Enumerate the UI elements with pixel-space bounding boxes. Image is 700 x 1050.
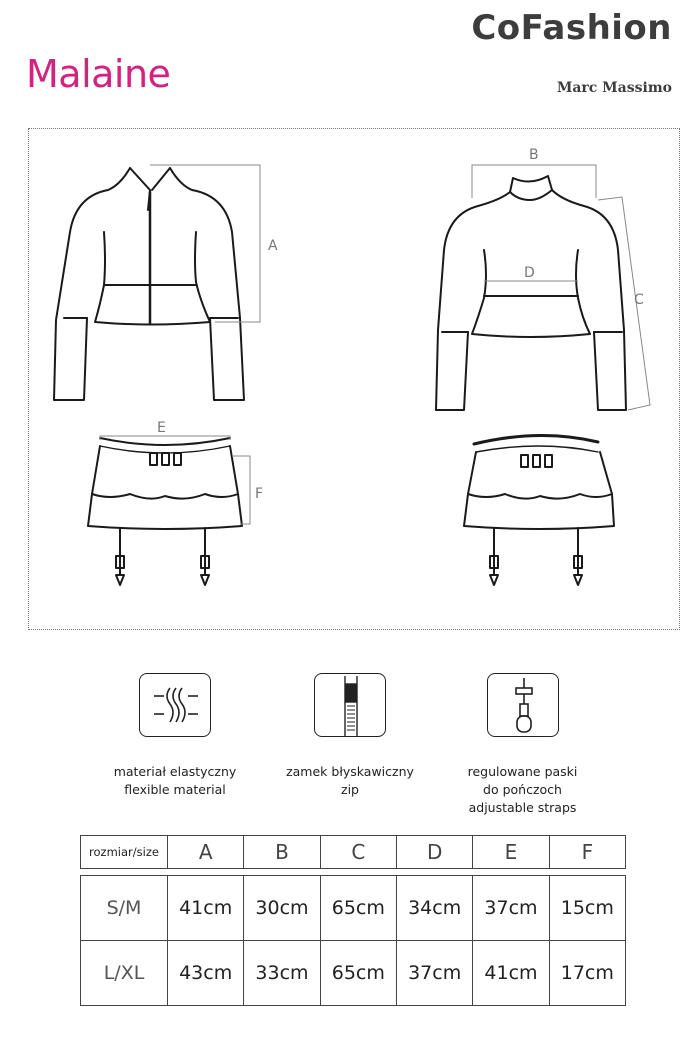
value-cell: 34cm bbox=[396, 876, 472, 941]
label-c: C bbox=[634, 292, 644, 308]
column-header: E bbox=[473, 836, 549, 869]
feature-zip bbox=[275, 673, 425, 799]
jacket-front-drawing bbox=[54, 168, 244, 400]
column-header: B bbox=[244, 836, 320, 869]
sub-brand: Marc Massimo bbox=[556, 80, 672, 96]
table-row bbox=[81, 941, 626, 1006]
value-cell: 30cm bbox=[244, 876, 320, 941]
jacket-back-drawing bbox=[436, 176, 626, 410]
value-cell: 41cm bbox=[168, 876, 244, 941]
feature-straps-label-pl-2: do pończoch bbox=[483, 782, 562, 797]
feature-zip-label-en: zip bbox=[341, 782, 359, 797]
feature-straps-label-pl-1: regulowane paski bbox=[467, 764, 578, 779]
value-cell: 33cm bbox=[244, 941, 320, 1006]
feature-straps bbox=[445, 673, 600, 817]
skirt-back-drawing bbox=[464, 435, 614, 585]
feature-elastic-label-en: flexible material bbox=[124, 782, 226, 797]
skirt-front-drawing bbox=[88, 438, 242, 585]
value-cell: 65cm bbox=[320, 941, 396, 1006]
adjustable-strap-icon bbox=[487, 673, 559, 737]
value-cell: 65cm bbox=[320, 876, 396, 941]
column-header: F bbox=[549, 836, 625, 869]
table-row bbox=[81, 876, 626, 941]
size-cell: S/M bbox=[81, 876, 168, 941]
value-cell: 15cm bbox=[549, 876, 625, 941]
label-f: F bbox=[255, 486, 264, 502]
column-header: C bbox=[320, 836, 396, 869]
size-cell: L/XL bbox=[81, 941, 168, 1006]
elastic-material-icon bbox=[139, 673, 211, 737]
measurement-guides bbox=[100, 165, 650, 524]
table-spacer bbox=[81, 869, 626, 876]
value-cell: 17cm bbox=[549, 941, 625, 1006]
label-e: E bbox=[157, 420, 166, 436]
value-cell: 43cm bbox=[168, 941, 244, 1006]
product-title: Malaine bbox=[26, 52, 171, 96]
zip-icon bbox=[314, 673, 386, 737]
size-header-label: rozmiar/size bbox=[81, 836, 168, 869]
value-cell: 41cm bbox=[473, 941, 549, 1006]
feature-straps-label-en: adjustable straps bbox=[468, 800, 577, 815]
size-table bbox=[80, 835, 626, 1006]
feature-elastic bbox=[100, 673, 250, 799]
size-table-header bbox=[81, 836, 626, 869]
label-a: A bbox=[268, 238, 278, 254]
feature-zip-label-pl: zamek błyskawiczny bbox=[286, 764, 414, 779]
brand-logo: CoFashion bbox=[471, 8, 672, 48]
value-cell: 37cm bbox=[396, 941, 472, 1006]
label-b: B bbox=[529, 147, 539, 163]
column-header: A bbox=[168, 836, 244, 869]
column-header: D bbox=[396, 836, 472, 869]
value-cell: 37cm bbox=[473, 876, 549, 941]
feature-elastic-label-pl: materiał elastyczny bbox=[113, 764, 237, 779]
label-d: D bbox=[524, 265, 535, 281]
